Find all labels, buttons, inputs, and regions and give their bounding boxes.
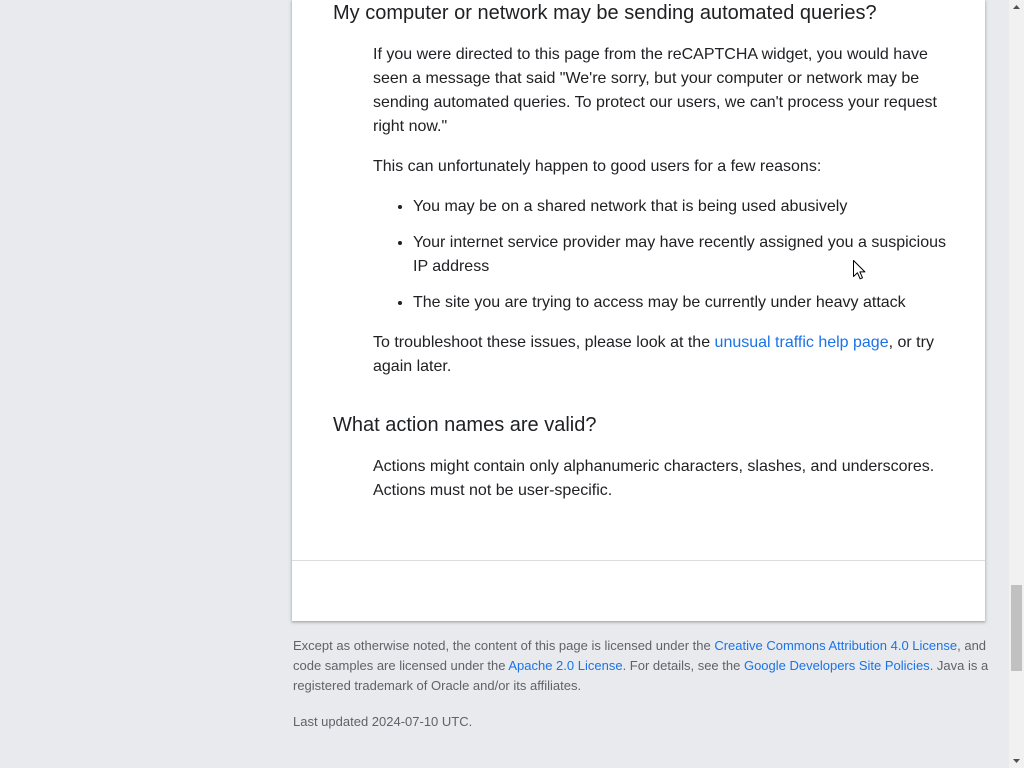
list-item: • The site you are trying to access may be currently under heavy attack	[413, 291, 953, 315]
content-divider	[292, 560, 985, 561]
vertical-scrollbar[interactable]	[1009, 0, 1024, 768]
apache-license-link[interactable]: Apache 2.0 License	[508, 658, 623, 673]
scroll-up-arrow-icon[interactable]	[1009, 0, 1024, 15]
list-item: • You may be on a shared network that is being used abusively	[413, 195, 953, 219]
license-text-part: Except as otherwise noted, the content of this page is licensed under the	[293, 638, 715, 653]
faq-question-action-names: What action names are valid?	[333, 414, 597, 436]
faq-answer-intro: If you were directed to this page from the reCAPTCHA widget, you would have seen a message that said "We're sorry, but your computer or network may be sending automated queries. To protect our users, we can't process your request right now."	[373, 46, 937, 135]
license-text-part: . Java is a registered trademark of Oracle and/or its affiliates.	[293, 658, 989, 693]
faq-answer-action-names: Actions might contain only alphanumeric characters, slashes, and underscores. Actions must not be user-specific.	[373, 458, 935, 499]
faq-reasons-lead: This can unfortunately happen to good users for a few reasons:	[373, 158, 822, 175]
faq-content-card	[292, 0, 985, 621]
faq-reasons-list	[373, 195, 953, 327]
faq-question-automated-queries: My computer or network may be sending automated queries?	[333, 2, 877, 24]
troubleshoot-text-before: To troubleshoot these issues, please look at the	[373, 334, 715, 351]
last-updated-text: Last updated 2024-07-10 UTC.	[293, 714, 473, 729]
site-policies-link[interactable]: Google Developers Site Policies	[743, 658, 930, 673]
license-text-part: , and code samples are licensed under the	[293, 638, 987, 673]
scrollbar-thumb[interactable]	[1011, 585, 1022, 671]
creative-commons-license-link[interactable]: Creative Commons Attribution 4.0 License	[714, 638, 958, 653]
scroll-down-arrow-icon[interactable]	[1009, 753, 1024, 768]
license-text-part: . For details, see the	[622, 658, 744, 673]
list-item: • Your internet service provider may have recently assigned you a suspicious IP address	[413, 231, 953, 279]
unusual-traffic-help-link[interactable]: unusual traffic help page	[714, 334, 889, 351]
troubleshoot-text-after: , or try again later.	[373, 334, 934, 375]
troubleshoot-paragraph	[373, 331, 953, 379]
footer-license-text	[293, 636, 995, 696]
